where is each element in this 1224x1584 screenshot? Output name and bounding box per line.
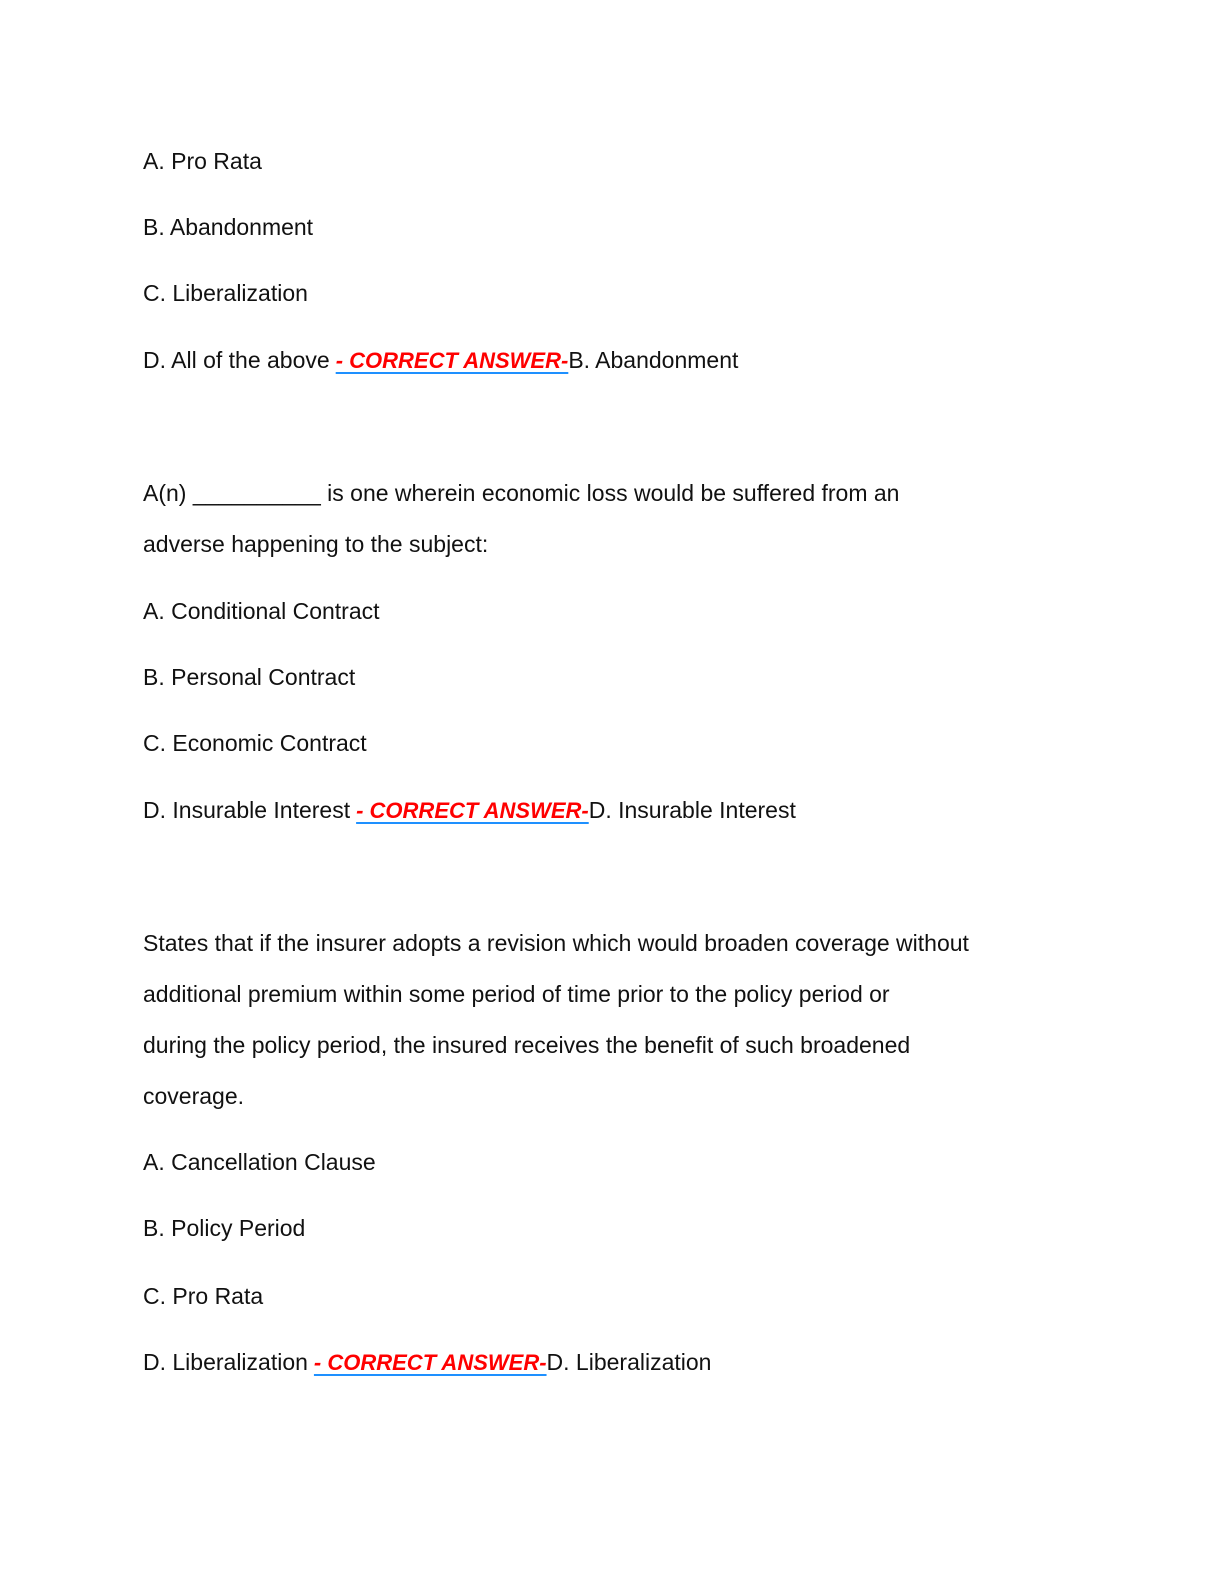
q1-answer: B. Abandonment [568, 347, 739, 373]
q1-correct-answer-marker: - CORRECT ANSWER- [335, 348, 569, 373]
q1-option-d: D. All of the above [143, 347, 330, 373]
q3-answer: D. Liberalization [546, 1349, 712, 1375]
q3-prompt-line-2: additional premium within some period of time prior to the policy period or [143, 981, 890, 1007]
q2-option-d: D. Insurable Interest [143, 797, 351, 823]
q1-answer-line [143, 345, 738, 376]
q1-option-a: A. Pro Rata [143, 148, 262, 174]
q3-prompt-line-4: coverage. [143, 1083, 245, 1109]
q2-answer-line [143, 795, 796, 826]
q2-prompt-line-2: adverse happening to the subject: [143, 531, 489, 557]
q3-option-a: A. Cancellation Clause [143, 1149, 376, 1175]
q2-correct-answer-marker: - CORRECT ANSWER- [356, 798, 589, 823]
q3-answer-line [143, 1347, 711, 1378]
q3-prompt-line-3: during the policy period, the insured receives the benefit of such broadened [143, 1032, 911, 1058]
q3-correct-answer-marker: - CORRECT ANSWER- [313, 1350, 547, 1375]
q2-answer: D. Insurable Interest [588, 797, 796, 823]
q1-option-b: B. Abandonment [143, 214, 314, 240]
q2-option-c: C. Economic Contract [143, 730, 367, 756]
q2-option-b: B. Personal Contract [143, 664, 356, 690]
q1-option-c: C. Liberalization [143, 280, 308, 306]
q3-option-b: B. Policy Period [143, 1215, 306, 1241]
q3-prompt-line-1: States that if the insurer adopts a revision which would broaden coverage without [143, 930, 969, 956]
q2-prompt-line-1: A(n) __________ is one wherein economic loss would be suffered from an [143, 480, 900, 506]
q2-option-a: A. Conditional Contract [143, 598, 380, 624]
q3-option-c: C. Pro Rata [143, 1283, 264, 1309]
q3-option-d: D. Liberalization [143, 1349, 308, 1375]
